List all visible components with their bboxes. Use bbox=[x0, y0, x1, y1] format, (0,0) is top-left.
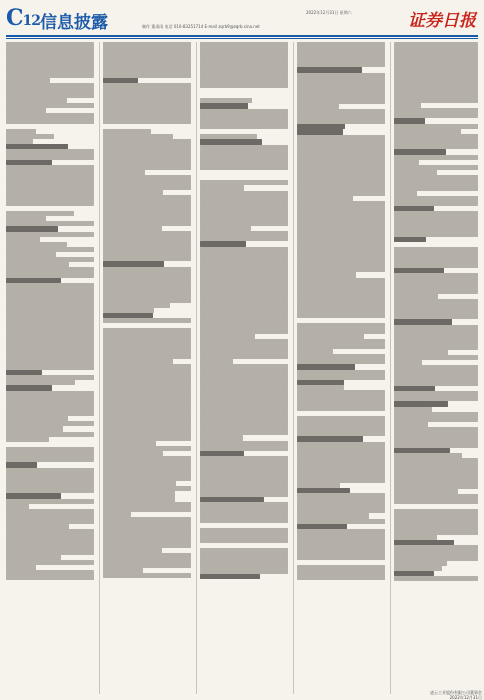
text-line bbox=[103, 502, 191, 507]
text-line bbox=[200, 385, 288, 390]
text-line bbox=[200, 559, 288, 564]
text-line bbox=[6, 493, 61, 499]
text-line bbox=[297, 334, 364, 339]
text-line bbox=[6, 575, 94, 580]
text-line bbox=[6, 437, 49, 442]
footer-company: 凌云工业股份有限公司董事会 bbox=[430, 690, 482, 695]
text-line bbox=[394, 561, 447, 566]
text-line bbox=[6, 303, 94, 308]
text-line bbox=[394, 524, 478, 529]
text-line bbox=[6, 468, 94, 473]
page-letter: C bbox=[6, 5, 23, 31]
text-line bbox=[297, 436, 363, 442]
text-line bbox=[6, 124, 94, 129]
text-line bbox=[6, 426, 63, 431]
text-line bbox=[200, 379, 288, 384]
text-line bbox=[297, 550, 385, 555]
text-line bbox=[6, 432, 94, 437]
text-line bbox=[103, 160, 191, 165]
text-line bbox=[394, 258, 478, 263]
text-line bbox=[6, 118, 94, 123]
text-line bbox=[200, 139, 262, 145]
text-line bbox=[200, 78, 288, 83]
newspaper-logo: 证券日报 bbox=[408, 11, 476, 31]
text-line bbox=[394, 566, 442, 571]
text-line bbox=[200, 472, 288, 477]
text-line bbox=[297, 555, 385, 560]
text-line bbox=[103, 385, 191, 390]
text-line bbox=[6, 550, 94, 555]
column-divider bbox=[293, 42, 294, 694]
text-line bbox=[103, 205, 191, 210]
text-line bbox=[394, 576, 478, 581]
text-line bbox=[297, 272, 356, 277]
text-line bbox=[103, 154, 191, 159]
text-line bbox=[297, 477, 385, 482]
text-line bbox=[394, 468, 478, 473]
text-line bbox=[6, 78, 50, 83]
announcement-columns bbox=[6, 42, 478, 694]
header-rule bbox=[6, 35, 478, 37]
text-line bbox=[103, 211, 191, 216]
text-line bbox=[200, 508, 288, 513]
text-line bbox=[394, 78, 478, 83]
text-line bbox=[6, 385, 52, 391]
text-line bbox=[103, 67, 191, 72]
header-rule-thin bbox=[6, 38, 478, 39]
page-footer bbox=[430, 690, 482, 700]
text-line bbox=[200, 191, 288, 196]
text-line bbox=[297, 390, 385, 395]
text-line bbox=[200, 477, 288, 482]
text-line bbox=[103, 298, 191, 303]
text-line bbox=[103, 542, 191, 547]
text-line bbox=[6, 359, 94, 364]
text-line bbox=[297, 575, 385, 580]
text-line bbox=[394, 325, 478, 330]
text-line bbox=[297, 328, 385, 333]
text-line bbox=[103, 216, 191, 221]
text-line bbox=[297, 278, 385, 283]
text-line bbox=[297, 283, 385, 288]
text-line bbox=[103, 441, 156, 446]
text-line bbox=[297, 216, 385, 221]
text-line bbox=[6, 196, 94, 201]
text-line bbox=[103, 548, 162, 553]
text-line bbox=[394, 319, 452, 325]
text-line bbox=[103, 339, 191, 344]
section-title: 信息披露 bbox=[40, 13, 108, 33]
text-line bbox=[200, 283, 288, 288]
page-number bbox=[6, 5, 40, 31]
text-line bbox=[103, 292, 191, 297]
text-column-4 bbox=[297, 42, 385, 694]
text-line bbox=[103, 491, 175, 496]
text-line bbox=[394, 437, 478, 442]
text-line bbox=[6, 67, 94, 72]
text-line bbox=[103, 553, 191, 558]
issue-date: 2022年12月31日 星期六 bbox=[306, 10, 352, 15]
text-line bbox=[297, 104, 339, 109]
text-line bbox=[297, 109, 385, 114]
text-line bbox=[394, 227, 478, 232]
text-line bbox=[394, 289, 478, 294]
text-line bbox=[103, 379, 191, 384]
text-line bbox=[394, 530, 478, 535]
text-line bbox=[394, 555, 478, 560]
text-line bbox=[394, 222, 478, 227]
text-line bbox=[6, 191, 94, 196]
text-line bbox=[297, 401, 385, 406]
text-line bbox=[394, 196, 478, 201]
text-line bbox=[200, 339, 288, 344]
text-line bbox=[6, 272, 94, 277]
text-line bbox=[200, 553, 288, 558]
text-line bbox=[6, 462, 37, 468]
text-line bbox=[394, 381, 478, 386]
text-line bbox=[103, 435, 191, 440]
text-line bbox=[200, 441, 288, 446]
text-line bbox=[200, 185, 244, 190]
text-line bbox=[200, 73, 288, 78]
text-column-3 bbox=[200, 42, 288, 694]
text-line bbox=[200, 272, 288, 277]
text-line bbox=[200, 502, 288, 507]
text-line bbox=[6, 185, 94, 190]
text-line bbox=[200, 466, 288, 471]
text-line bbox=[297, 513, 369, 518]
text-line bbox=[6, 309, 94, 314]
text-line bbox=[6, 499, 94, 504]
text-line bbox=[394, 67, 478, 72]
text-line bbox=[6, 129, 36, 134]
text-line bbox=[6, 73, 94, 78]
text-line bbox=[6, 154, 94, 159]
text-line bbox=[297, 227, 385, 232]
text-line bbox=[394, 263, 478, 268]
text-line bbox=[103, 109, 191, 114]
text-line bbox=[394, 294, 438, 299]
text-line bbox=[6, 544, 94, 549]
text-line bbox=[200, 196, 288, 201]
text-line bbox=[394, 474, 478, 479]
text-line bbox=[103, 98, 191, 103]
text-line bbox=[6, 314, 94, 319]
text-line bbox=[200, 435, 243, 440]
text-column-1 bbox=[6, 42, 94, 694]
text-line bbox=[297, 165, 385, 170]
text-line bbox=[394, 479, 478, 484]
text-line bbox=[6, 365, 94, 370]
text-line bbox=[103, 446, 191, 451]
text-line bbox=[200, 67, 288, 72]
text-line bbox=[297, 483, 340, 488]
text-line bbox=[200, 278, 288, 283]
text-line bbox=[394, 443, 478, 448]
text-line bbox=[297, 370, 385, 375]
text-line bbox=[297, 364, 355, 370]
text-line bbox=[394, 216, 478, 221]
page-header bbox=[6, 4, 478, 34]
text-line bbox=[394, 252, 478, 257]
text-line bbox=[394, 191, 417, 196]
text-line bbox=[200, 103, 248, 109]
text-line bbox=[297, 544, 385, 549]
text-line bbox=[103, 328, 191, 333]
text-line bbox=[200, 334, 255, 339]
column-divider bbox=[390, 42, 391, 694]
text-line bbox=[200, 513, 288, 518]
text-line bbox=[103, 390, 191, 395]
text-line bbox=[200, 328, 288, 333]
text-line bbox=[394, 73, 478, 78]
text-column-5 bbox=[394, 42, 478, 694]
text-line bbox=[394, 370, 478, 375]
text-line bbox=[297, 98, 385, 103]
text-line bbox=[394, 376, 478, 381]
text-line bbox=[200, 446, 288, 451]
editor-contact: 制作 董肃雨 电话 010-83251714 E-mail zqrb9@zqrb.sina.net bbox=[142, 24, 260, 29]
text-line bbox=[103, 334, 191, 339]
text-line bbox=[297, 396, 385, 401]
text-line bbox=[297, 519, 385, 524]
text-line bbox=[394, 283, 478, 288]
text-line bbox=[103, 573, 191, 578]
text-line bbox=[200, 109, 288, 114]
footer-date: 2022年12月31日 bbox=[449, 695, 482, 700]
text-line bbox=[200, 390, 288, 395]
text-line bbox=[103, 497, 175, 502]
text-line bbox=[6, 555, 61, 560]
text-column-2 bbox=[103, 42, 191, 694]
text-line bbox=[297, 171, 385, 176]
text-line bbox=[6, 226, 58, 232]
text-line bbox=[394, 535, 437, 540]
text-line bbox=[103, 165, 191, 170]
column-divider bbox=[99, 42, 100, 694]
text-line bbox=[394, 185, 478, 190]
text-line bbox=[297, 176, 385, 181]
text-line bbox=[297, 339, 385, 344]
text-line bbox=[200, 574, 260, 580]
text-line bbox=[103, 303, 170, 308]
text-line bbox=[200, 564, 288, 569]
text-line bbox=[297, 222, 385, 227]
text-line bbox=[103, 73, 191, 78]
text-line bbox=[103, 104, 191, 109]
column-divider bbox=[196, 42, 197, 694]
page-number-value: 12 bbox=[22, 13, 40, 29]
